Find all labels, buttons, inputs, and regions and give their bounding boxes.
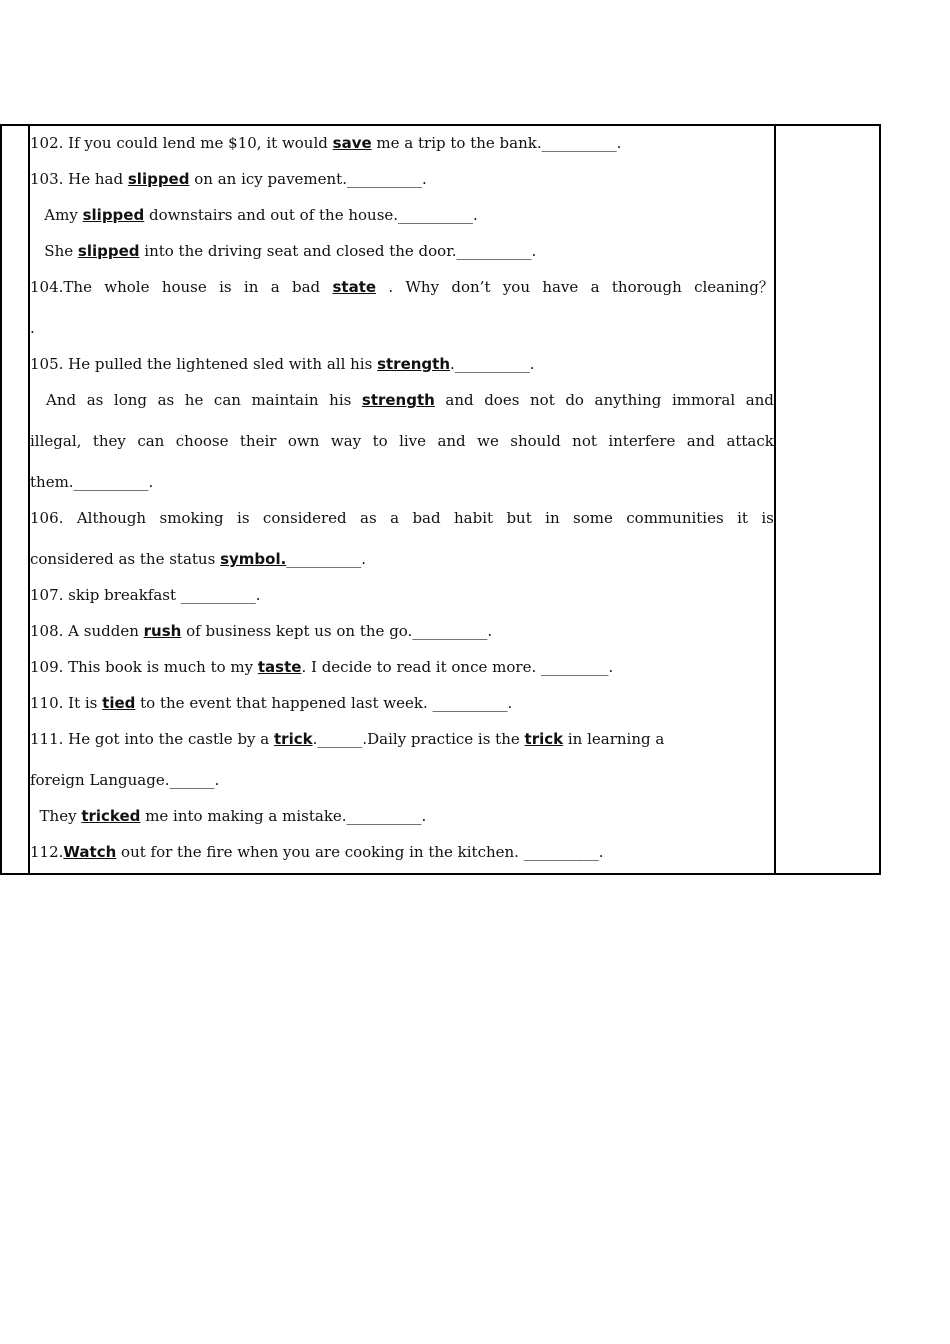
item-110: 110. It is tied to the event that happened last week. __________. [30,694,513,712]
item-112: 112.Watch out for the fire when you are cooking in the kitchen. __________. [30,843,604,861]
item-105-d: them.__________. [30,473,154,491]
keyword: save [332,134,372,152]
keyword: tricked [81,807,141,825]
item-106: 106. Although smoking is considered as a bad habit but in some communities it is [30,509,774,527]
item-102: 102. If you could lend me $10, it would save me a trip to the bank.__________. [30,134,622,152]
keyword: slipped [127,170,190,188]
keyword: symbol. [220,550,287,568]
item-109: 109. This book is much to my taste. I decide to read it once more. _________. [30,658,614,676]
keyword: rush [143,622,182,640]
keyword: trick [524,730,564,748]
keyword: strength [377,355,451,373]
right-notes-column [774,126,882,873]
keyword: Watch [63,843,117,861]
item-108: 108. A sudden rush of business kept us on the go.__________. [30,622,493,640]
item-103-a: 103. He had slipped on an icy pavement.__________. [30,170,427,188]
keyword: taste [257,658,302,676]
item-111-c: They tricked me into making a mistake.__________. [30,807,427,825]
item-105-b: And as long as he can maintain his strength and does not do anything immoral and [46,391,774,409]
item-104-blank: . [30,319,35,337]
item-104: 104.The whole house is in a bad state . Why don’t you have a thorough cleaning？ [30,278,774,296]
item-103-c: She slipped into the driving seat and closed the door.__________. [30,242,537,260]
keyword: state [332,278,377,296]
item-105-c: illegal, they can choose their own way to live and we should not interfere and attack [30,432,774,450]
keyword: strength [361,391,435,409]
keyword: slipped [82,206,145,224]
item-106-b: considered as the status symbol.__________. [30,550,367,568]
item-111: 111. He got into the castle by a trick.______.Daily practice is the trick in learning a [30,730,665,748]
keyword: tied [102,694,136,712]
left-margin-column [2,126,30,873]
item-107: 107. skip breakfast __________. [30,586,261,604]
item-103-b: Amy slipped downstairs and out of the house.__________. [30,206,478,224]
exercise-table [0,124,881,875]
keyword: trick [274,730,313,748]
item-105: 105. He pulled the lightened sled with all his strength.__________. [30,355,535,373]
keyword: slipped [77,242,140,260]
item-111-b: foreign Language.______. [30,771,220,789]
